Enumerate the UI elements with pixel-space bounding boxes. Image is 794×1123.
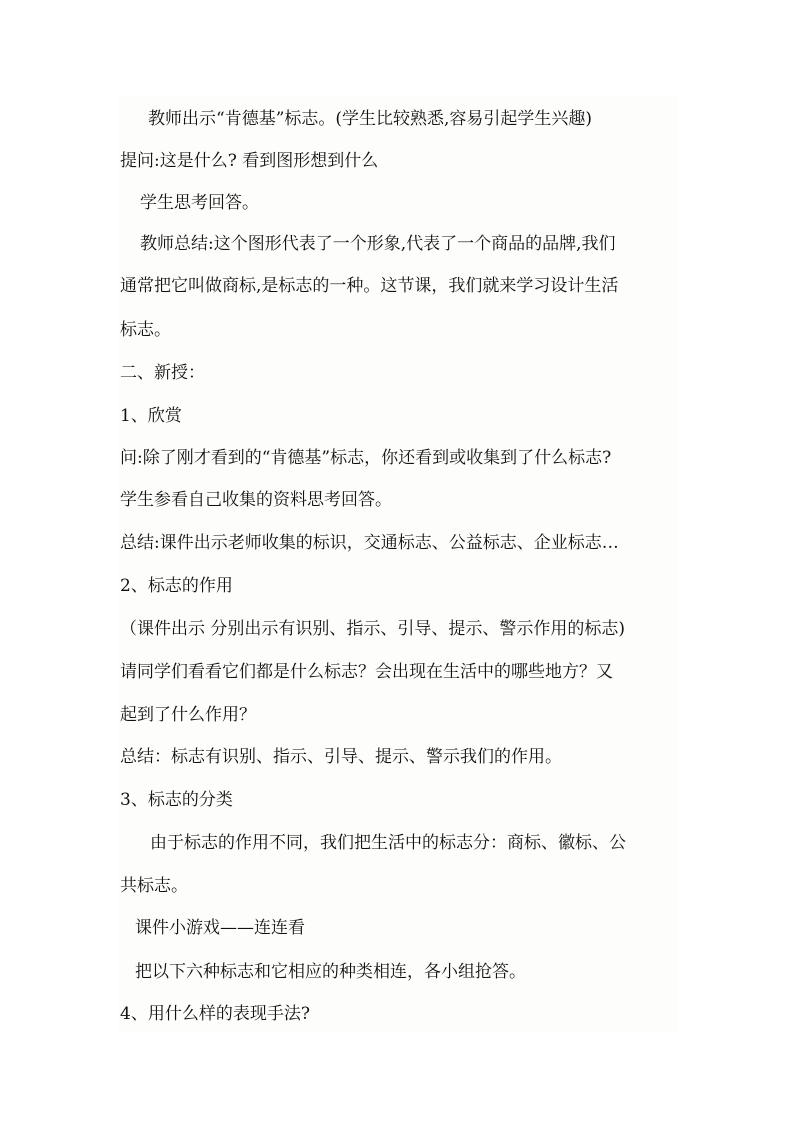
subsection-heading: 2、标志的作用 [120, 576, 233, 596]
paragraph-line: 学生参看自己收集的资料思考回答。 [120, 490, 392, 510]
paragraph-line: 由于标志的作用不同，我们把生活中的标志分：商标、徽标、公 [150, 833, 626, 853]
paragraph-line: 问:除了刚才看到的“肯德基”标志，你还看到或收集到了什么标志? [120, 448, 612, 468]
paragraph-line: 教师出示“肯德基”标志。(学生比较熟悉,容易引起学生兴趣) [148, 109, 593, 129]
paragraph-line: 起到了什么作用？ [120, 705, 256, 725]
paragraph-line: 标志。 [120, 320, 171, 340]
subsection-heading: 4、用什么样的表现手法? [120, 1004, 310, 1024]
paragraph-line: 把以下六种标志和它相应的种类相连，各小组抢答。 [135, 962, 526, 982]
subsection-heading: 3、标志的分类 [120, 790, 233, 810]
subsection-heading: 1、欣赏 [120, 406, 182, 426]
paragraph-line: 总结:课件出示老师收集的标识，交通标志、公益标志、企业标志… [120, 533, 619, 553]
paragraph-line: （课件出示 分别出示有识别、指示、引导、提示、警示作用的标志) [120, 619, 626, 639]
paragraph-line: 总结：标志有识别、指示、引导、提示、警示我们的作用。 [120, 747, 562, 767]
paragraph-line: 提问:这是什么? 看到图形想到什么 [120, 151, 379, 171]
paragraph-line: 请同学们看看它们都是什么标志？会出现在生活中的哪些地方？又 [120, 662, 613, 682]
paragraph-line: 课件小游戏——连连看 [135, 918, 305, 938]
paragraph-line: 共标志。 [120, 876, 188, 896]
section-heading: 二、新授： [120, 363, 205, 383]
paragraph-line: 通常把它叫做商标,是标志的一种。这节课，我们就来学习设计生活 [120, 276, 619, 296]
paragraph-line: 教师总结:这个图形代表了一个形象,代表了一个商品的品牌,我们 [140, 234, 616, 254]
paragraph-line: 学生思考回答。 [140, 193, 259, 213]
